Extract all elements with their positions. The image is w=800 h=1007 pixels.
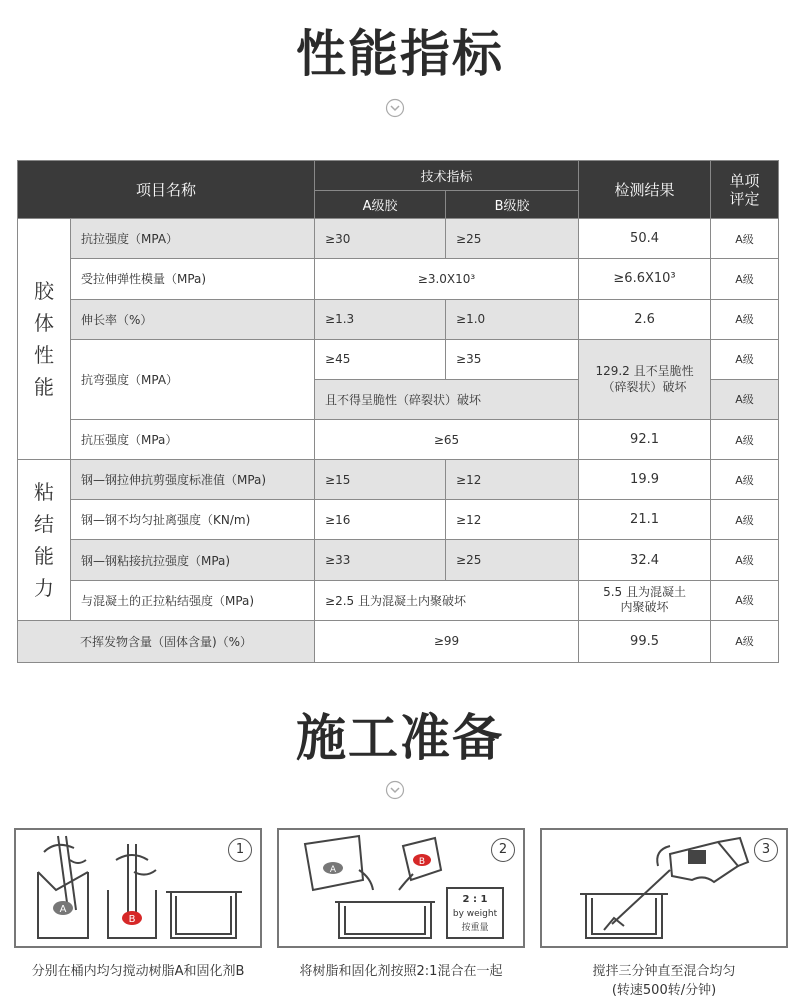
step-number: 2 [491,838,515,862]
header-result: 检测结果 [579,161,711,219]
table-row [18,460,779,500]
table-row [18,299,779,339]
table-row [18,620,779,662]
row-eval: A级 [711,580,779,620]
row-result: 99.5 [579,620,711,662]
ratio-cn-text: 按重量 [461,923,489,933]
header-tech: 技术指标 [315,161,579,191]
row-b: ≥1.0 [446,299,579,339]
table-row [18,500,779,540]
row-name: 伸长率（%） [71,299,315,339]
row-result: 5.5 且为混凝土 内聚破坏 [579,580,711,620]
row-eval: A级 [711,219,779,259]
row-name: 不挥发物含量（固体含量)（%） [18,620,315,662]
step-3-caption: 搅拌三分钟直至混合均匀 (转速500转/分钟) [592,964,736,998]
badge-a-label: A [59,904,67,915]
step-1-caption: 分别在桶内均匀搅动树脂A和固化剂B [31,964,245,979]
row-name: 抗压强度（MPa） [71,420,315,460]
row-result: ≥6.6X10³ [579,259,711,299]
row-ab: ≥65 [315,420,579,460]
row-result: 32.4 [579,540,711,580]
row-b: ≥12 [446,500,579,540]
header-item: 项目名称 [18,161,315,219]
row-name: 钢—钢拉伸抗剪强度标准值（MPa) [71,460,315,500]
group-label: 胶 体 性 能 [18,219,71,460]
step-2-caption: 将树脂和固化剂按照2:1混合在一起 [299,964,503,979]
row-result: 21.1 [579,500,711,540]
table-row [18,219,779,259]
row-eval: A级 [711,420,779,460]
row-b: ≥12 [446,460,579,500]
row-a: ≥15 [315,460,446,500]
table-row [18,259,779,299]
row-eval: A级 [711,500,779,540]
ratio-text: 2 : 1 [462,894,488,905]
drill-mixing-illustration [542,830,786,946]
row-eval: A级 [711,540,779,580]
row-name: 钢—钢不均匀扯离强度（KN/m) [71,500,315,540]
row-name: 抗弯强度（MPA） [71,339,315,419]
row-name: 受拉伸弹性模量（MPa) [71,259,315,299]
header-eval: 单项 评定 [711,161,779,219]
step-3-panel [540,828,788,948]
row-a: ≥16 [315,500,446,540]
row-eval: A级 [711,299,779,339]
row-ab: ≥3.0X10³ [315,259,579,299]
row-a: ≥1.3 [315,299,446,339]
chevron-down-icon [385,780,405,800]
row-eval: A级 [711,620,779,662]
section-title-preparation: 施工准备 [296,709,504,767]
table-row [18,420,779,460]
badge-a-label: A [329,865,337,875]
step-number: 1 [228,838,252,862]
chevron-down-icon [385,98,405,118]
badge-b-label: B [418,857,426,867]
badge-b-label: B [128,914,136,925]
row-result: 129.2 且不呈脆性 （碎裂状）破坏 [579,339,711,419]
row-a: ≥33 [315,540,446,580]
row-ab: ≥2.5 且为混凝土内聚破坏 [315,580,579,620]
spec-table [17,160,779,663]
row-b: ≥25 [446,219,579,259]
step-1-panel [14,828,262,948]
step-number: 3 [754,838,778,862]
row-result: 19.9 [579,460,711,500]
row-eval: A级 [711,339,779,379]
row-eval: A级 [711,460,779,500]
group-label: 粘 结 能 力 [18,460,71,621]
row-result: 2.6 [579,299,711,339]
header-a: A级胶 [315,191,446,219]
row-eval: A级 [711,379,779,419]
table-row [18,580,779,620]
row-name: 与混凝土的正拉粘结强度（MPa) [71,580,315,620]
row-ab-note: 且不得呈脆性（碎裂状）破坏 [315,379,579,419]
row-result: 50.4 [579,219,711,259]
table-row [18,540,779,580]
row-name: 抗拉强度（MPA） [71,219,315,259]
row-a: ≥45 [315,339,446,379]
pour-mix-illustration [279,830,523,946]
row-result: 92.1 [579,420,711,460]
step-2-panel [277,828,525,948]
section-title-performance: 性能指标 [296,25,504,83]
row-eval: A级 [711,259,779,299]
row-b: ≥35 [446,339,579,379]
row-a: ≥30 [315,219,446,259]
row-b: ≥25 [446,540,579,580]
row-ab: ≥99 [315,620,579,662]
header-b: B级胶 [446,191,579,219]
row-name: 钢—钢粘接抗拉强度（MPa) [71,540,315,580]
ratio-en-text: by weight [452,909,498,919]
table-row [18,339,779,379]
bucket-stirring-illustration [16,830,260,946]
